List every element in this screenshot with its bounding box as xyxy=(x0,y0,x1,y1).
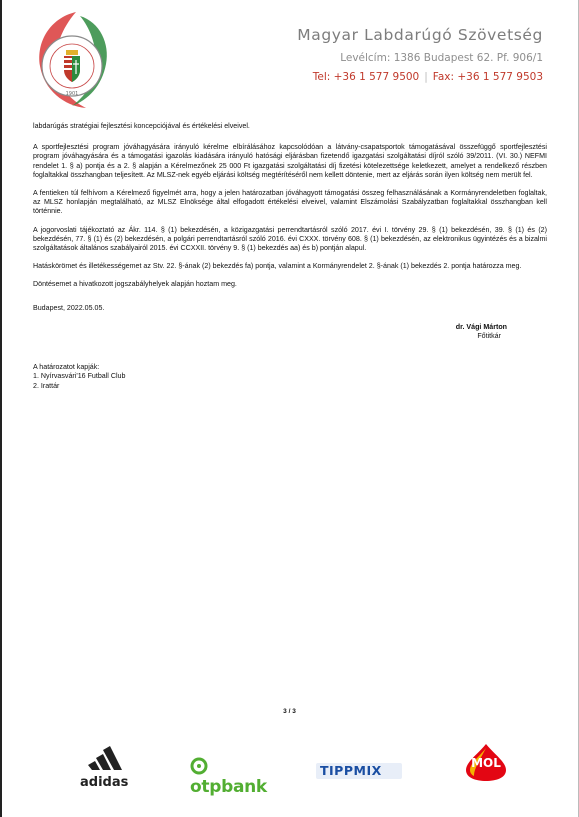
otp-swirl-icon xyxy=(190,757,208,775)
recipient-item: 1. Nyírvasvári'16 Futball Club xyxy=(33,372,126,381)
paragraph: A fentieken túl felhívom a Kérelmező figyelmét arra, hogy a jelen határozatban jóváhagyott támogatási összeg felhasználásának a Kormányrendeletben foglaltak, az MLSZ honlapján megtalálható, az MLSZ Elnöksége által elfogadott értékelési elveivel, valamint Elszámolási Szabályzatban foglaltakkal összhangban kell történnie. xyxy=(33,189,547,216)
recipients-heading: A határozatot kapják: xyxy=(33,363,100,372)
page-number: 3 / 3 xyxy=(283,708,296,715)
logo-year: 1901 xyxy=(65,91,79,97)
paragraph: labdarúgás stratégiai fejlesztési koncepciójával és értékelési elveivel. xyxy=(33,122,250,130)
adidas-stripes-icon xyxy=(80,744,140,770)
org-name: Magyar Labdarúgó Szövetség xyxy=(297,26,543,44)
contact-separator: | xyxy=(424,71,428,83)
otp-wordmark: otpbank xyxy=(190,777,267,797)
org-contact xyxy=(297,71,543,83)
paragraph: A jogorvoslati tájékoztató az Ákr. 114. § (1) bekezdésén, a közigazgatási perrendtartásról szóló 2017. évi I. törvény 29. § (1) bekezdésén, 39. § (1) és (2) bekezdésén, 77. § (1) és (2) bekezdésén, a polgári perrendtartásról szóló 2016. évi CXXX. törvény 608. § (1) bekezdésén, az elektronikus ügyintézés és a bizalmi szolgáltatások általános szabályairól 2015. évi CCXXII. törvény 9. § (1) bekezdés aa) és b) pontján alapul. xyxy=(33,225,547,253)
org-fax: Fax: +36 1 577 9503 xyxy=(432,71,543,83)
adidas-wordmark: adidas xyxy=(80,775,129,790)
org-address: Levélcím: 1386 Budapest 62. Pf. 906/1 xyxy=(340,52,543,64)
recipients-block xyxy=(33,363,547,391)
page-border-left xyxy=(0,0,2,817)
paragraph: A sportfejlesztési program jóváhagyására irányuló kérelme elbírálásához kapcsolódóan a látvány-csapatsportok támogatásával összefüggő sportfejlesztési program jóváhagyására és a támogatási igazolás kiadására irányuló hatósági eljárásban fizetendő igazgatási szolgáltatási díjról szóló 39/2011. (VI. 30.) NEFMI rendelet 1. § a) pontja és a 2. § alapján a Kérelmezőnek 25 000 Ft igazgatási szolgáltatási díj fizetési kötelezettsége keletkezett, amelyet a rendelkező részben foglaltakkal összhangban teljesített. Az MLSZ-nek egyéb eljárási költség megtérítéséről nem kellett döntenie, mert az eljárás során ilyen költség nem merült fel. xyxy=(33,143,547,179)
org-header xyxy=(297,26,543,83)
document-body xyxy=(33,122,547,391)
tippmix-wordmark: TIPPMIX xyxy=(320,763,382,778)
sponsor-tippmix xyxy=(316,762,402,780)
sponsor-mol xyxy=(456,742,516,782)
sponsor-otp xyxy=(190,757,286,797)
mol-wordmark: MOL xyxy=(471,756,501,770)
mlsz-logo xyxy=(30,8,114,112)
org-tel: Tel: +36 1 577 9500 xyxy=(312,71,420,83)
recipient-item: 2. Irattár xyxy=(33,381,60,390)
paragraph: Hatáskörömet és illetékességemet az Stv. 22. §-ának (2) bekezdés fa) pontja, valamint a Kormányrendelet 2. §-ának (1) bekezdés 2. pontja határozza meg. xyxy=(33,262,522,271)
signature-block xyxy=(33,323,547,341)
signer-title: Főtitkár xyxy=(477,332,501,341)
paragraph: Döntésemet a hivatkozott jogszabályhelyek alapján hoztam meg. xyxy=(33,280,237,289)
signer-name: dr. Vági Márton xyxy=(455,322,507,331)
sponsor-adidas xyxy=(80,744,140,790)
document-date: Budapest, 2022.05.05. xyxy=(33,303,105,312)
